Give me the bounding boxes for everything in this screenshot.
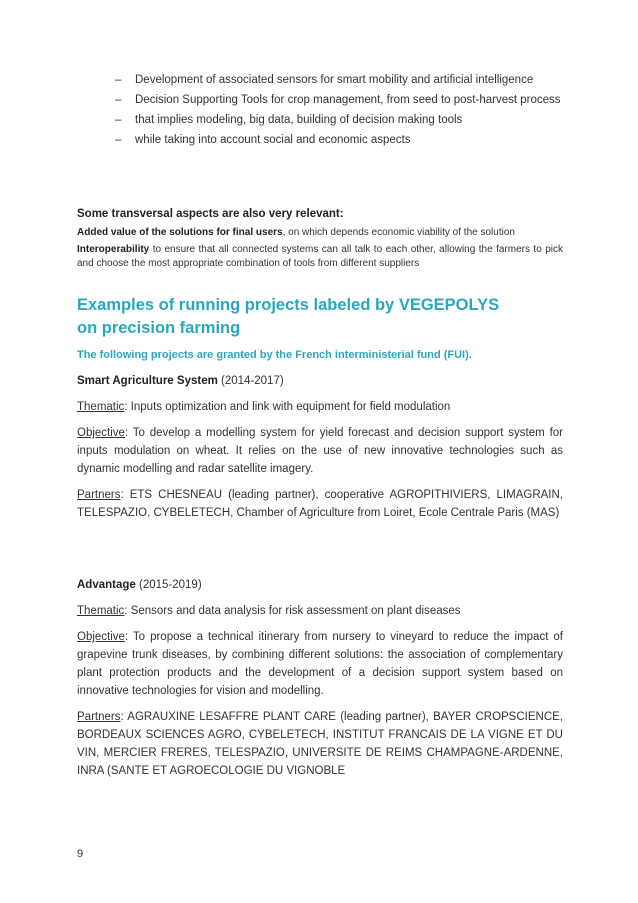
- project-smart-agriculture: [77, 372, 563, 522]
- project-title: Smart Agriculture System (2014-2017): [77, 375, 284, 387]
- transversal-title: Some transversal aspects are also very relevant:: [77, 208, 344, 220]
- bullet-list: [115, 72, 565, 152]
- list-item: – while taking into account social and economic aspects: [115, 134, 411, 146]
- transversal-line-2: Interoperability to ensure that all connected systems can all talk to each other, allowing the farmers to pick and choose the most appropriate combination of tools from different suppliers: [77, 244, 563, 269]
- section-heading-block: [77, 294, 563, 361]
- transversal-section: [77, 208, 563, 271]
- section-subheading: The following projects are granted by the French interministerial fund (FUI).: [77, 349, 472, 361]
- page-number: 9: [77, 848, 84, 860]
- list-item: – that implies modeling, big data, building of decision making tools: [115, 114, 463, 126]
- project-objective: Objective: To propose a technical itinerary from nursery to vineyard to reduce the impact of grapevine trunk diseases, by combining different solutions: the association of complementary plant protection products and the development of a decision support system based on innovative technologies for vision and modelling.: [77, 631, 563, 697]
- project-partners: Partners: ETS CHESNEAU (leading partner), cooperative AGROPITHIVIERS, LIMAGRAIN, TELESPAZIO, CYBELETECH, Chamber of Agriculture from Loiret, Ecole Centrale Paris (MAS): [77, 489, 563, 519]
- list-item: – Decision Supporting Tools for crop management, from seed to post-harvest process: [115, 94, 561, 106]
- transversal-line-1: Added value of the solutions for final users, on which depends economic viability of the solution: [77, 227, 515, 238]
- project-thematic: Thematic: Inputs optimization and link with equipment for field modulation: [77, 401, 451, 413]
- project-title: Advantage (2015-2019): [77, 579, 202, 591]
- project-thematic: Thematic: Sensors and data analysis for risk assessment on plant diseases: [77, 605, 461, 617]
- project-objective: Objective: To develop a modelling system for yield forecast and decision support system for inputs modulation on wheat. It relies on the use of new innovative technologies such as dynamic modelling and radar satellite imagery.: [77, 427, 563, 475]
- section-heading: Examples of running projects labeled by VEGEPOLYS on precision farming: [77, 296, 500, 337]
- list-item: – Development of associated sensors for smart mobility and artificial intelligence: [115, 74, 534, 86]
- project-partners: Partners: AGRAUXINE LESAFFRE PLANT CARE (leading partner), BAYER CROPSCIENCE, BORDEAUX SCIENCES AGRO, CYBELETECH, INSTITUT FRANCAIS DE LA VIGNE ET DU VIN, MERCIER FRERES, TELESPAZIO, UNIVERSITE DE REIMS CHAMPAGNE-ARDENNE, INRA (SANTE ET AGROECOLOGIE DU VIGNOBLE: [77, 711, 563, 777]
- project-advantage: [77, 576, 563, 780]
